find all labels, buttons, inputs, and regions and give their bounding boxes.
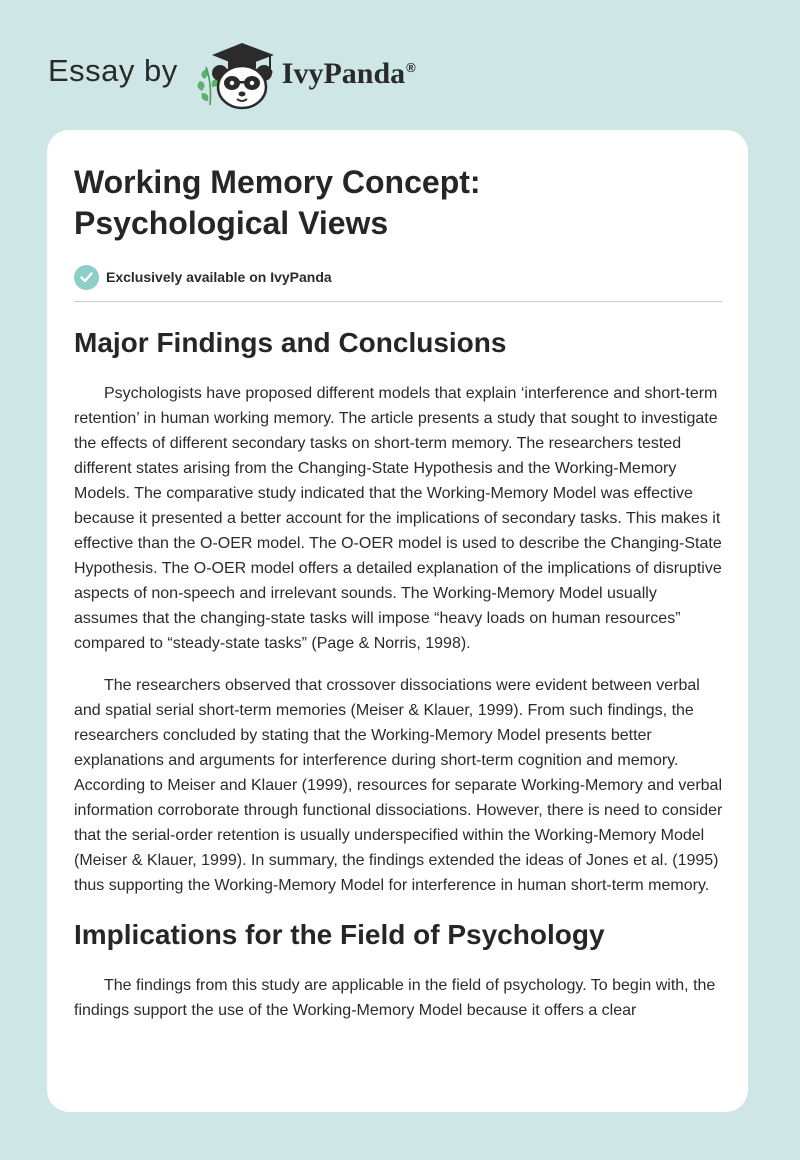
page-title-line2: Psychological Views [74,205,389,241]
brand-prefix: Essay by [48,53,178,88]
brand-name-text: IvyPanda [281,57,406,90]
essay-content [74,162,724,1023]
brand-name [282,57,416,91]
exclusive-label: Exclusively available on IvyPanda [106,269,332,285]
section-heading-implications: Implications for the Field of Psychology [74,919,605,950]
paragraph: Psychologists have proposed different models that explain ‘interference and short-term retention’ in human working memory. The article presents a study that sought to investigate the effects of different secondary tasks on short-term memory. The researchers tested different states arising from the Changing-State Hypothesis and the Working-Memory Models. The comparative study indicated that the Working-Memory Model was effective because it presented a better account for the implications of secondary tasks. This makes it effective than the O-OER model. The O-OER model is used to describe the Changing-State Hypothesis. The O-OER model offers a detailed explanation of the implications of disruptive aspects of non-speech and irrelevant sounds. The Working-Memory Model usually assumes that the changing-state tasks will impose “heavy loads on human resources” compared to “steady-state tasks” (Page & Norris, 1998). [74,385,722,652]
site-header [48,34,416,114]
check-circle-icon [74,265,99,290]
paragraph: The researchers observed that crossover dissociations were evident between verbal and spatial serial short-term memories (Meiser & Klauer, 1999). From such findings, the researchers concluded by stating that the Working-Memory Model presents better explanations and arguments for interference during short-term cognition and memory. According to Meiser and Klauer (1999), resources for separate Working-Memory and verbal information corroborate through functional dissociations. However, there is need to consider that the serial-order retention is usually underspecified within the Working-Memory Model (Meiser & Klauer, 1999). In summary, the findings extended the ideas of Jones et al. (1995) thus supporting the Working-Memory Model for interference in human short-term memory. [74,677,723,894]
registered-mark: ® [406,60,416,75]
exclusive-badge [74,264,724,290]
title-divider [74,301,722,302]
essay-card [47,130,748,1112]
paragraph: The findings from this study are applicable in the field of psychology. To begin with, the findings support the use of the Working-Memory Model because it offers a clear [74,977,716,1019]
page-title [74,162,724,244]
page-title-line1: Working Memory Concept: [74,164,481,200]
section-heading-major-findings: Major Findings and Conclusions [74,327,507,358]
panda-graduate-icon [194,37,280,111]
